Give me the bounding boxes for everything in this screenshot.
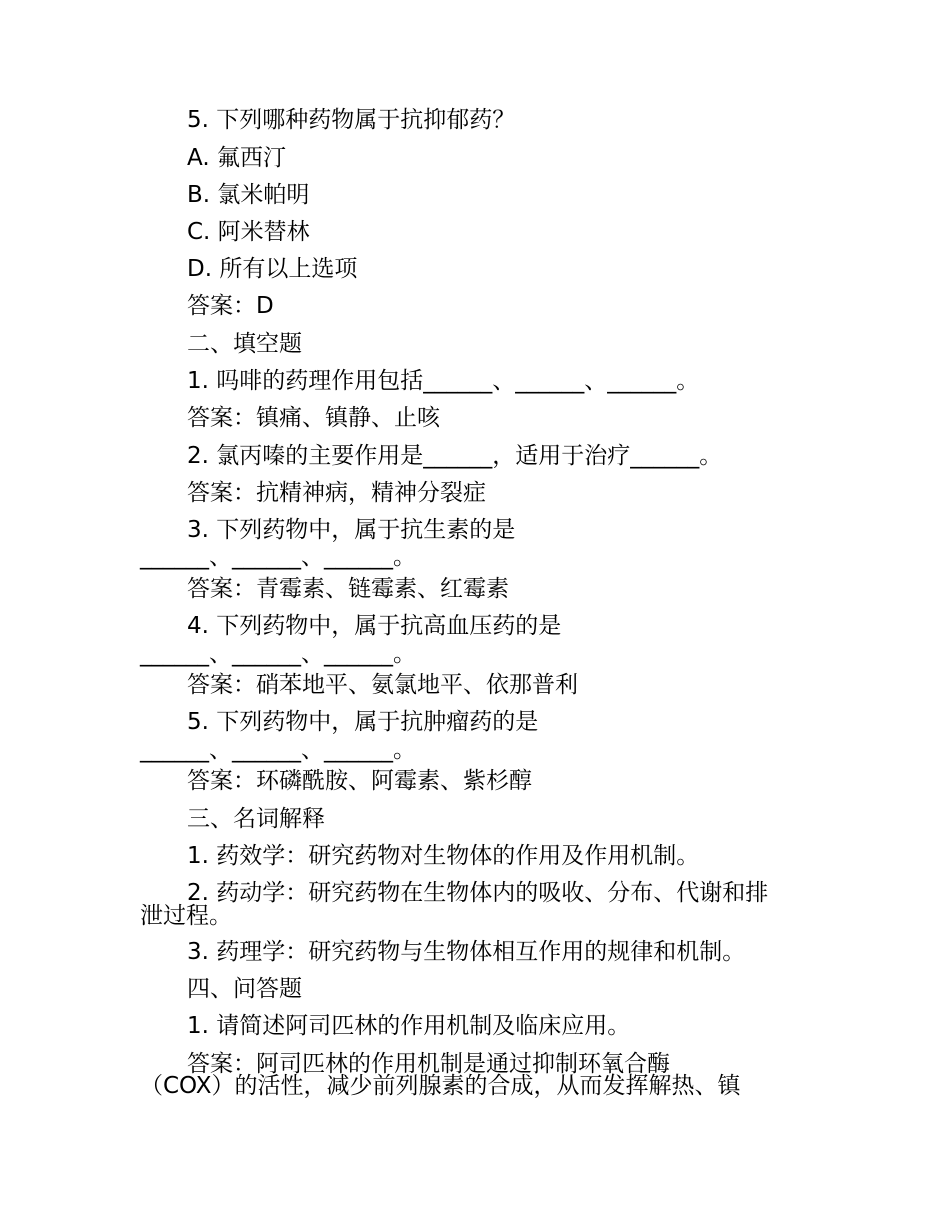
qa-answer-1: 答案：阿司匹林的作用机制是通过抑制环氧合酶 <box>187 1051 670 1077</box>
definition-pharmacodynamics: 1. 药效学：研究药物对生物体的作用及作用机制。 <box>187 843 700 869</box>
option-b: B. 氯米帕明 <box>187 182 310 208</box>
fill-question-3-blanks: ______、______、______。 <box>140 544 416 570</box>
definition-pharmacokinetics-cont: 泄过程。 <box>140 903 232 929</box>
fill-question-5-blanks: ______、______、______。 <box>140 737 416 763</box>
fill-question-2: 2. 氯丙嗪的主要作用是______，适用于治疗______。 <box>187 443 723 469</box>
definition-pharmacokinetics: 2. 药动学：研究药物在生物体内的吸收、分布、代谢和排 <box>187 880 769 906</box>
fill-answer-5: 答案：环磷酰胺、阿霉素、紫杉醇 <box>187 768 532 794</box>
fill-answer-4: 答案：硝苯地平、氨氯地平、依那普利 <box>187 672 578 698</box>
qa-answer-1-cont: （COX）的活性，减少前列腺素的合成，从而发挥解热、镇 <box>140 1073 741 1099</box>
option-d: D. 所有以上选项 <box>187 256 358 282</box>
option-c: C. 阿米替林 <box>187 219 310 245</box>
section-heading-qa: 四、问答题 <box>187 976 302 1002</box>
fill-answer-1: 答案：镇痛、镇静、止咳 <box>187 405 440 431</box>
fill-question-3: 3. 下列药物中，属于抗生素的是 <box>187 517 516 543</box>
qa-question-1: 1. 请简述阿司匹林的作用机制及临床应用。 <box>187 1013 631 1039</box>
fill-answer-2: 答案：抗精神病，精神分裂症 <box>187 480 486 506</box>
fill-answer-3: 答案：青霉素、链霉素、红霉素 <box>187 576 509 602</box>
fill-question-1: 1. 吗啡的药理作用包括______、______、______。 <box>187 368 700 394</box>
section-heading-definitions: 三、名词解释 <box>187 806 325 832</box>
fill-question-4: 4. 下列药物中，属于抗高血压药的是 <box>187 613 562 639</box>
fill-question-5: 5. 下列药物中，属于抗肿瘤药的是 <box>187 709 539 735</box>
option-a: A. 氟西汀 <box>187 145 286 171</box>
fill-question-4-blanks: ______、______、______。 <box>140 641 416 667</box>
definition-pharmacology: 3. 药理学：研究药物与生物体相互作用的规律和机制。 <box>187 939 746 965</box>
question-5-antidepressant: 5. 下列哪种药物属于抗抑郁药？ <box>187 107 516 133</box>
answer-question-5: 答案：D <box>187 293 274 319</box>
section-heading-fill-in: 二、填空题 <box>187 331 302 357</box>
